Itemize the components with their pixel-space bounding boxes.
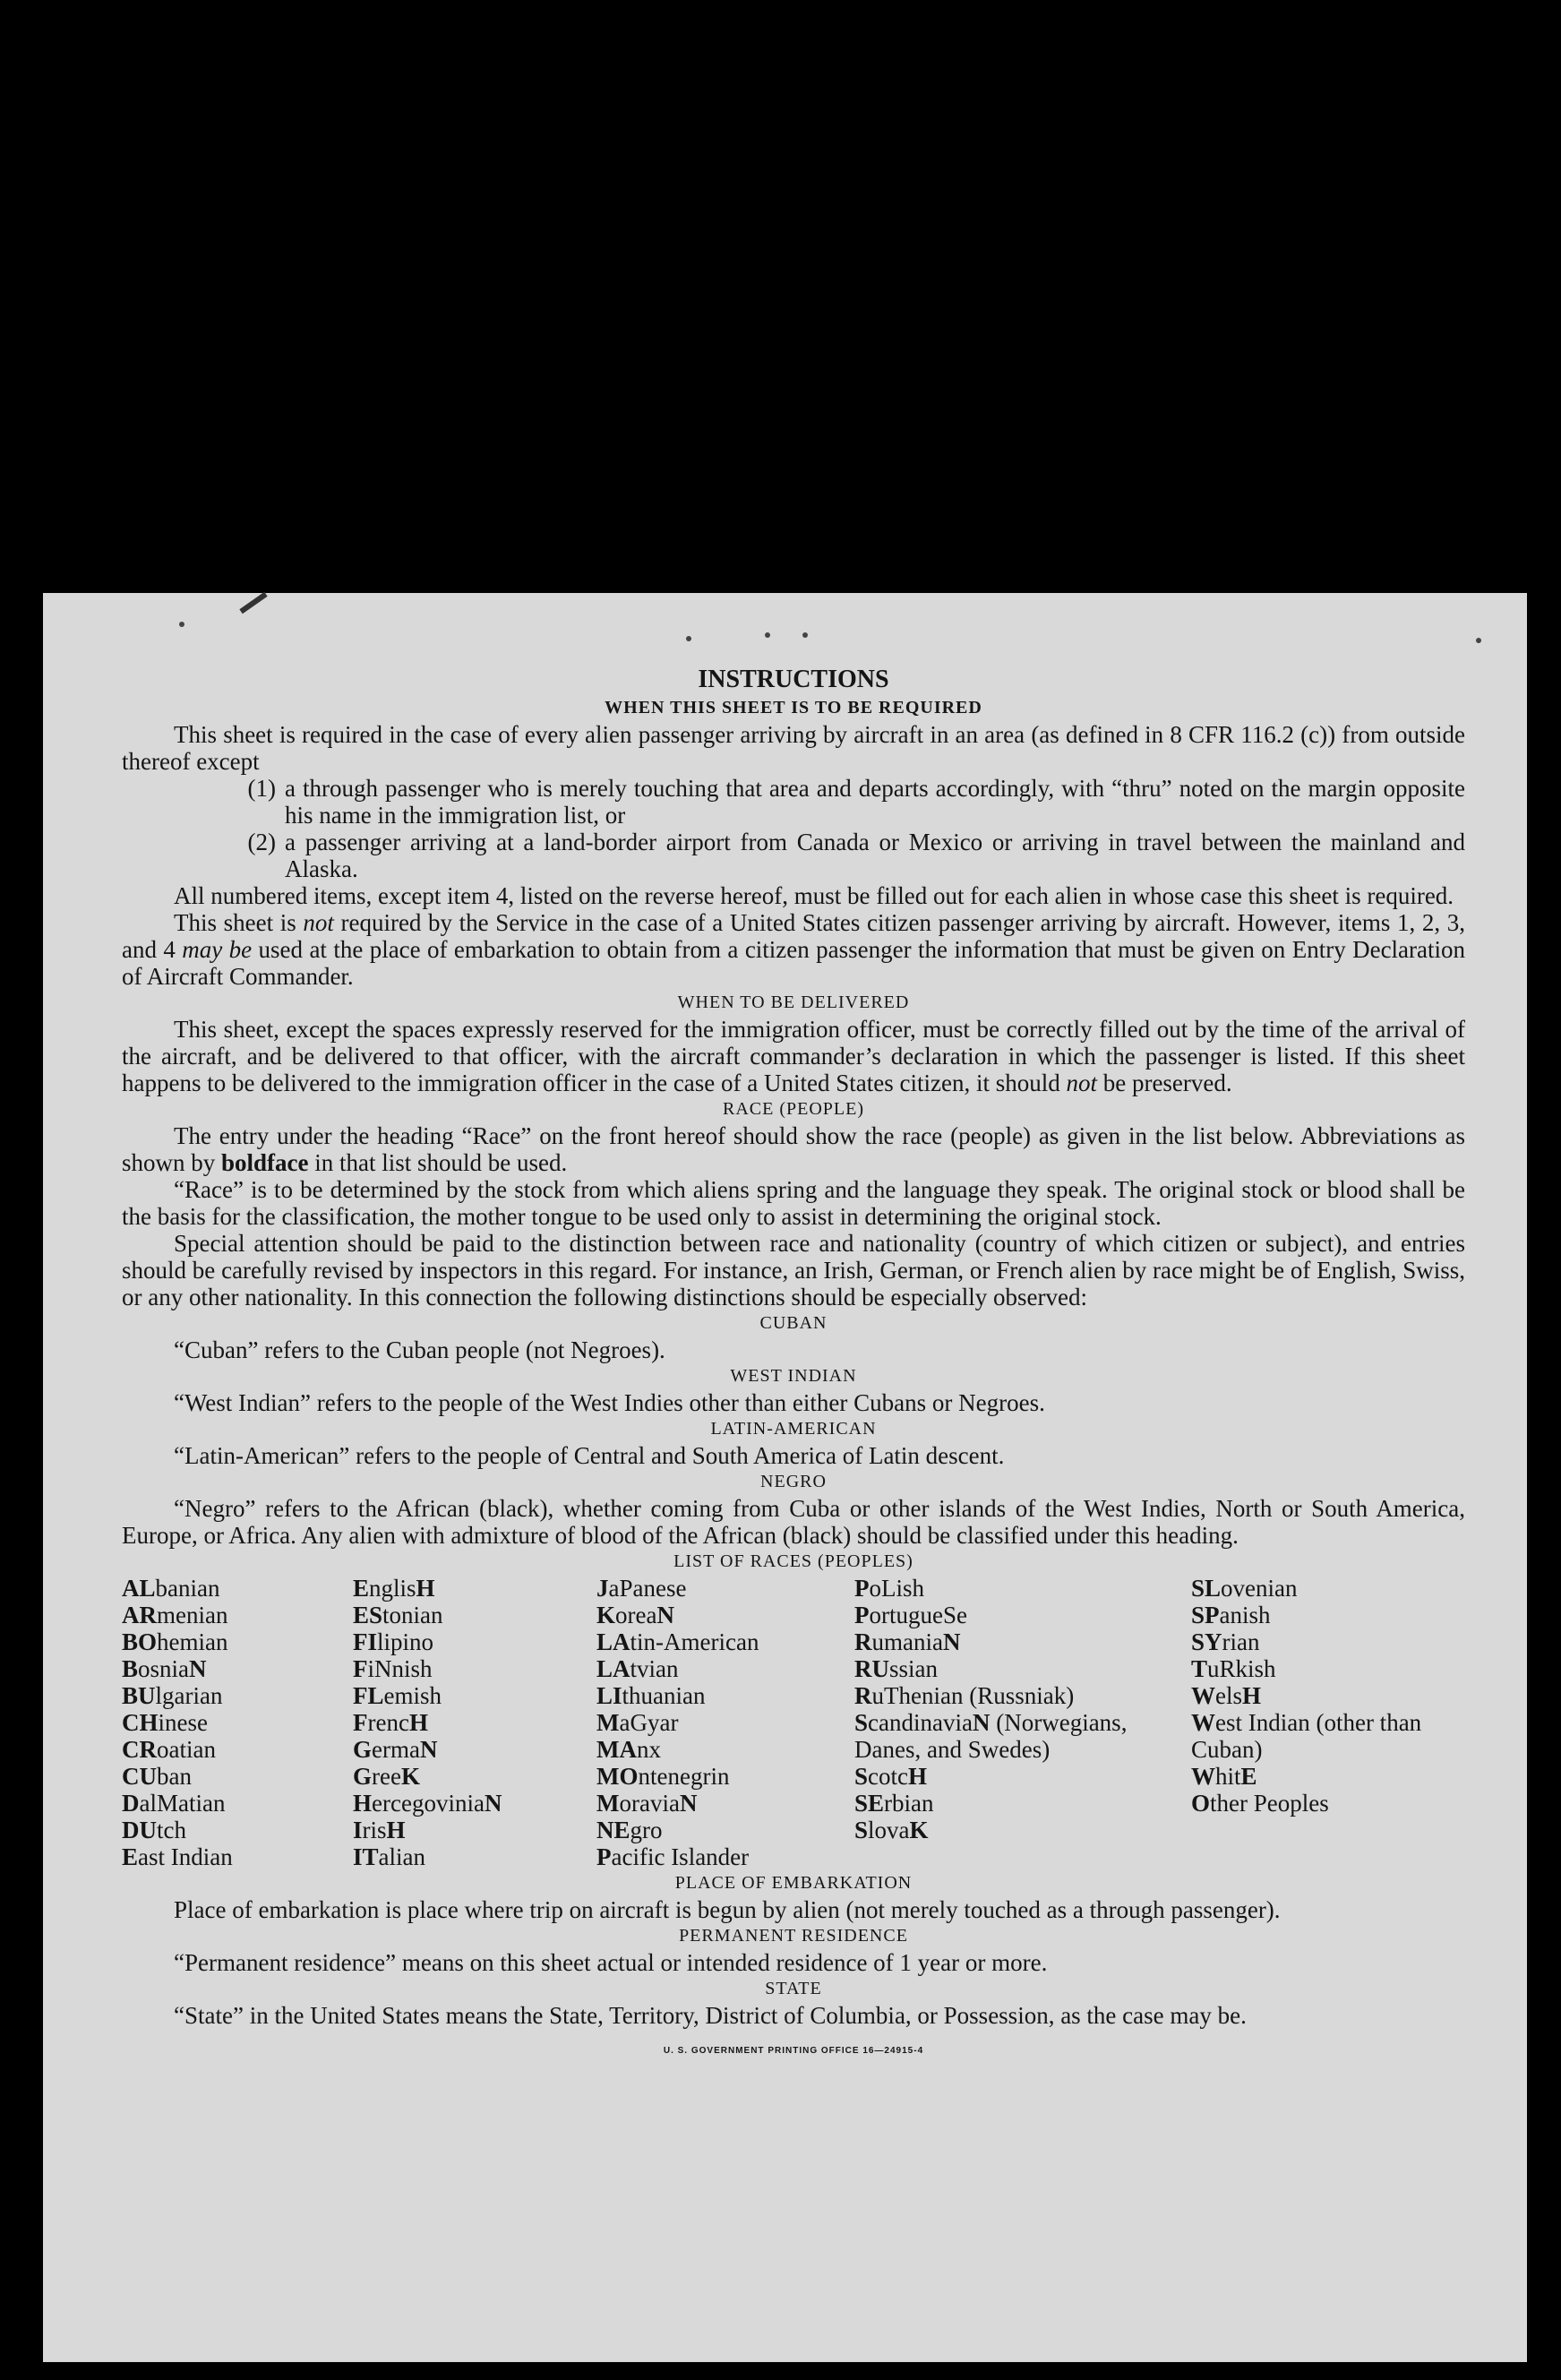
race-entry: ScandinaviaN (Norwegians, Danes, and Swedes) xyxy=(854,1709,1128,1763)
enum-number: (1) xyxy=(247,775,276,802)
races-column xyxy=(854,1575,1191,1870)
race-entry: WhitE xyxy=(1191,1763,1257,1790)
speck xyxy=(179,622,184,627)
race-paragraph-2: “Race” is to be determined by the stock from which aliens spring and the language they speak. The original stock or blood shall be the basis for the classification, the mother tongue to be used only to assist in determining the original stock. xyxy=(122,1176,1465,1230)
races-list xyxy=(122,1575,1465,1870)
race-entry: MAnx xyxy=(596,1736,661,1763)
race-entry: DUtch xyxy=(122,1817,186,1843)
race-entry: RuThenian (Russniak) xyxy=(854,1682,1075,1709)
race-entry: RumaniaN xyxy=(854,1628,961,1655)
enum-number: (2) xyxy=(247,829,276,855)
heading-west-indian: WEST INDIAN xyxy=(730,1366,857,1386)
numbered-items-paragraph: All numbered items, except item 4, listed on the reverse hereof, must be filled out for each alien in whose case this sheet is required. xyxy=(174,882,1454,909)
speck xyxy=(765,632,770,638)
enum-text: a passenger arriving at a land-border airport from Canada or Mexico or arriving in travel between the mainland and Alaska. xyxy=(285,829,1465,882)
heading-latin-american: LATIN-AMERICAN xyxy=(710,1419,877,1439)
races-column xyxy=(1191,1575,1465,1870)
race-entry: CHinese xyxy=(122,1709,208,1736)
race-entry: PoLish xyxy=(854,1575,925,1602)
italic-run: not xyxy=(1066,1070,1097,1096)
printing-office-footer: U. S. GOVERNMENT PRINTING OFFICE 16—24915-4 xyxy=(663,2046,924,2056)
ink-mark xyxy=(239,592,267,614)
race-entry: SlovaK xyxy=(854,1817,929,1843)
race-entry: SPanish xyxy=(1191,1602,1271,1628)
race-entry: EStonian xyxy=(353,1602,443,1628)
race-entry: East Indian xyxy=(122,1843,233,1870)
race-entry: BOhemian xyxy=(122,1628,228,1655)
race-entry: ARmenian xyxy=(122,1602,228,1628)
west-indian-paragraph: “West Indian” refers to the people of the West Indies other than either Cubans or Negroes. xyxy=(174,1389,1045,1416)
race-entry: WelsH xyxy=(1191,1682,1262,1709)
heading-permanent-residence: PERMANENT RESIDENCE xyxy=(679,1926,908,1946)
permanent-residence-paragraph: “Permanent residence” means on this sheet actual or intended residence of 1 year or more. xyxy=(174,1949,1048,1976)
speck xyxy=(1476,638,1481,643)
bold-run: boldface xyxy=(221,1149,309,1176)
races-column xyxy=(122,1575,353,1870)
race-paragraph-3: Special attention should be paid to the distinction between race and nationality (country of which citizen or subject), and entries should be carefully revised by inspectors in this regard. For instance, an Irish, German, or French alien by race might be of English, Swiss, or any other nationality. In this connection the following distinctions should be especially observed: xyxy=(122,1230,1465,1310)
heading-list-of-races: LIST OF RACES (PEOPLES) xyxy=(673,1551,913,1571)
race-entry: HercegoviniaN xyxy=(353,1790,502,1817)
heading-when-delivered: WHEN TO BE DELIVERED xyxy=(677,992,910,1012)
race-entry: GreeK xyxy=(353,1763,420,1790)
race-entry: KoreaN xyxy=(596,1602,674,1628)
race-entry: LIthuanian xyxy=(596,1682,706,1709)
race-entry: FLemish xyxy=(353,1682,442,1709)
race-entry: MOntenegrin xyxy=(596,1763,730,1790)
race-entry: JaPanese xyxy=(596,1575,687,1602)
instruction-sheet xyxy=(43,593,1527,2362)
cuban-paragraph: “Cuban” refers to the Cuban people (not Negroes). xyxy=(174,1336,665,1363)
race-paragraph-1 xyxy=(122,1122,1465,1176)
heading-race: RACE (PEOPLE) xyxy=(723,1099,864,1119)
race-entry: MoraviaN xyxy=(596,1790,698,1817)
race-entry: RUssian xyxy=(854,1655,938,1682)
citizen-paragraph xyxy=(122,909,1465,990)
race-entry: IrisH xyxy=(353,1817,406,1843)
race-entry: NEgro xyxy=(596,1817,663,1843)
heading-cuban: CUBAN xyxy=(759,1313,828,1333)
place-of-embarkation-paragraph: Place of embarkation is place where trip on aircraft is begun by alien (not merely touched as a through passenger). xyxy=(174,1896,1281,1923)
italic-run: not xyxy=(303,909,334,936)
race-entry: ScotcH xyxy=(854,1763,928,1790)
heading-state: STATE xyxy=(765,1979,822,1998)
negro-paragraph: “Negro” refers to the African (black), whether coming from Cuba or other islands of the West Indies, North or South America, Europe, or Africa. Any alien with admixture of blood of the African (black) should be classified under this heading. xyxy=(122,1495,1465,1549)
text-run: required by the Service in the case of a United States citizen passenger arriving by aircraft. However, items 1, 2, 3, and 4 xyxy=(122,909,1465,963)
race-entry: ALbanian xyxy=(122,1575,220,1602)
race-entry: SYrian xyxy=(1191,1628,1260,1655)
speck xyxy=(802,632,808,638)
text-run: This sheet, except the spaces expressly reserved for the immigration officer, must be correctly filled out by the time of the arrival of the aircraft, and be delivered to that officer, with the aircraft commander’s declaration in which the passenger is listed. If this sheet happens to be delivered to the immigration officer in the case of a United States citizen, it should xyxy=(122,1016,1465,1096)
race-entry: Pacific Islander xyxy=(596,1843,750,1870)
document-title: INSTRUCTIONS xyxy=(698,666,889,693)
race-entry: West Indian (other than Cuban) xyxy=(1191,1709,1422,1763)
race-entry: CRoatian xyxy=(122,1736,216,1763)
race-entry: DalMatian xyxy=(122,1790,226,1817)
text-run: be preserved. xyxy=(1096,1070,1232,1096)
race-entry: FrencH xyxy=(353,1709,428,1736)
state-paragraph: “State” in the United States means the State, Territory, District of Columbia, or Possession, as the case may be. xyxy=(174,2002,1247,2029)
when-required-intro: This sheet is required in the case of every alien passenger arriving by aircraft in an area (as defined in 8 CFR 116.2 (c)) from outside thereof except xyxy=(122,721,1465,775)
race-entry: SLovenian xyxy=(1191,1575,1298,1602)
race-entry: FiNnish xyxy=(353,1655,433,1682)
text-run: The entry under the heading “Race” on the front hereof should show the race (people) as given in the list below. Abbreviations as shown by xyxy=(122,1122,1465,1176)
race-entry: EnglisH xyxy=(353,1575,435,1602)
text-run: This sheet is xyxy=(174,909,304,936)
race-entry: CUban xyxy=(122,1763,192,1790)
race-entry: MaGyar xyxy=(596,1709,679,1736)
race-entry: BosniaN xyxy=(122,1655,207,1682)
latin-american-paragraph: “Latin-American” refers to the people of Central and South America of Latin descent. xyxy=(174,1442,1005,1469)
heading-place-of-embarkation: PLACE OF EMBARKATION xyxy=(674,1873,913,1893)
speck xyxy=(686,636,691,641)
race-entry: ITalian xyxy=(353,1843,426,1870)
heading-negro: NEGRO xyxy=(760,1472,827,1491)
race-entry: Other Peoples xyxy=(1191,1790,1329,1817)
race-entry: LAtvian xyxy=(596,1655,679,1682)
race-entry: BUlgarian xyxy=(122,1682,223,1709)
race-entry: TuRkish xyxy=(1191,1655,1276,1682)
races-column xyxy=(596,1575,854,1870)
text-run: in that list should be used. xyxy=(308,1149,568,1176)
race-entry: LAtin-American xyxy=(596,1628,759,1655)
heading-when-required: WHEN THIS SHEET IS TO BE REQUIRED xyxy=(605,698,982,717)
enum-text: a through passenger who is merely touching that area and departs accordingly, with “thru” noted on the margin opposite his name in the immigration list, or xyxy=(285,775,1465,829)
race-entry: SErbian xyxy=(854,1790,934,1817)
document-body xyxy=(122,665,1465,2065)
italic-run: may be xyxy=(182,936,253,963)
text-run: used at the place of embarkation to obtain from a citizen passenger the information that must be given on Entry Declaration of Aircraft Commander. xyxy=(122,936,1466,990)
race-entry: FIlipino xyxy=(353,1628,434,1655)
delivered-paragraph xyxy=(122,1016,1465,1096)
race-entry: GermaN xyxy=(353,1736,438,1763)
race-entry: PortugueSe xyxy=(854,1602,967,1628)
races-column xyxy=(353,1575,596,1870)
enum-item-2 xyxy=(122,829,1465,882)
enum-item-1 xyxy=(122,775,1465,829)
